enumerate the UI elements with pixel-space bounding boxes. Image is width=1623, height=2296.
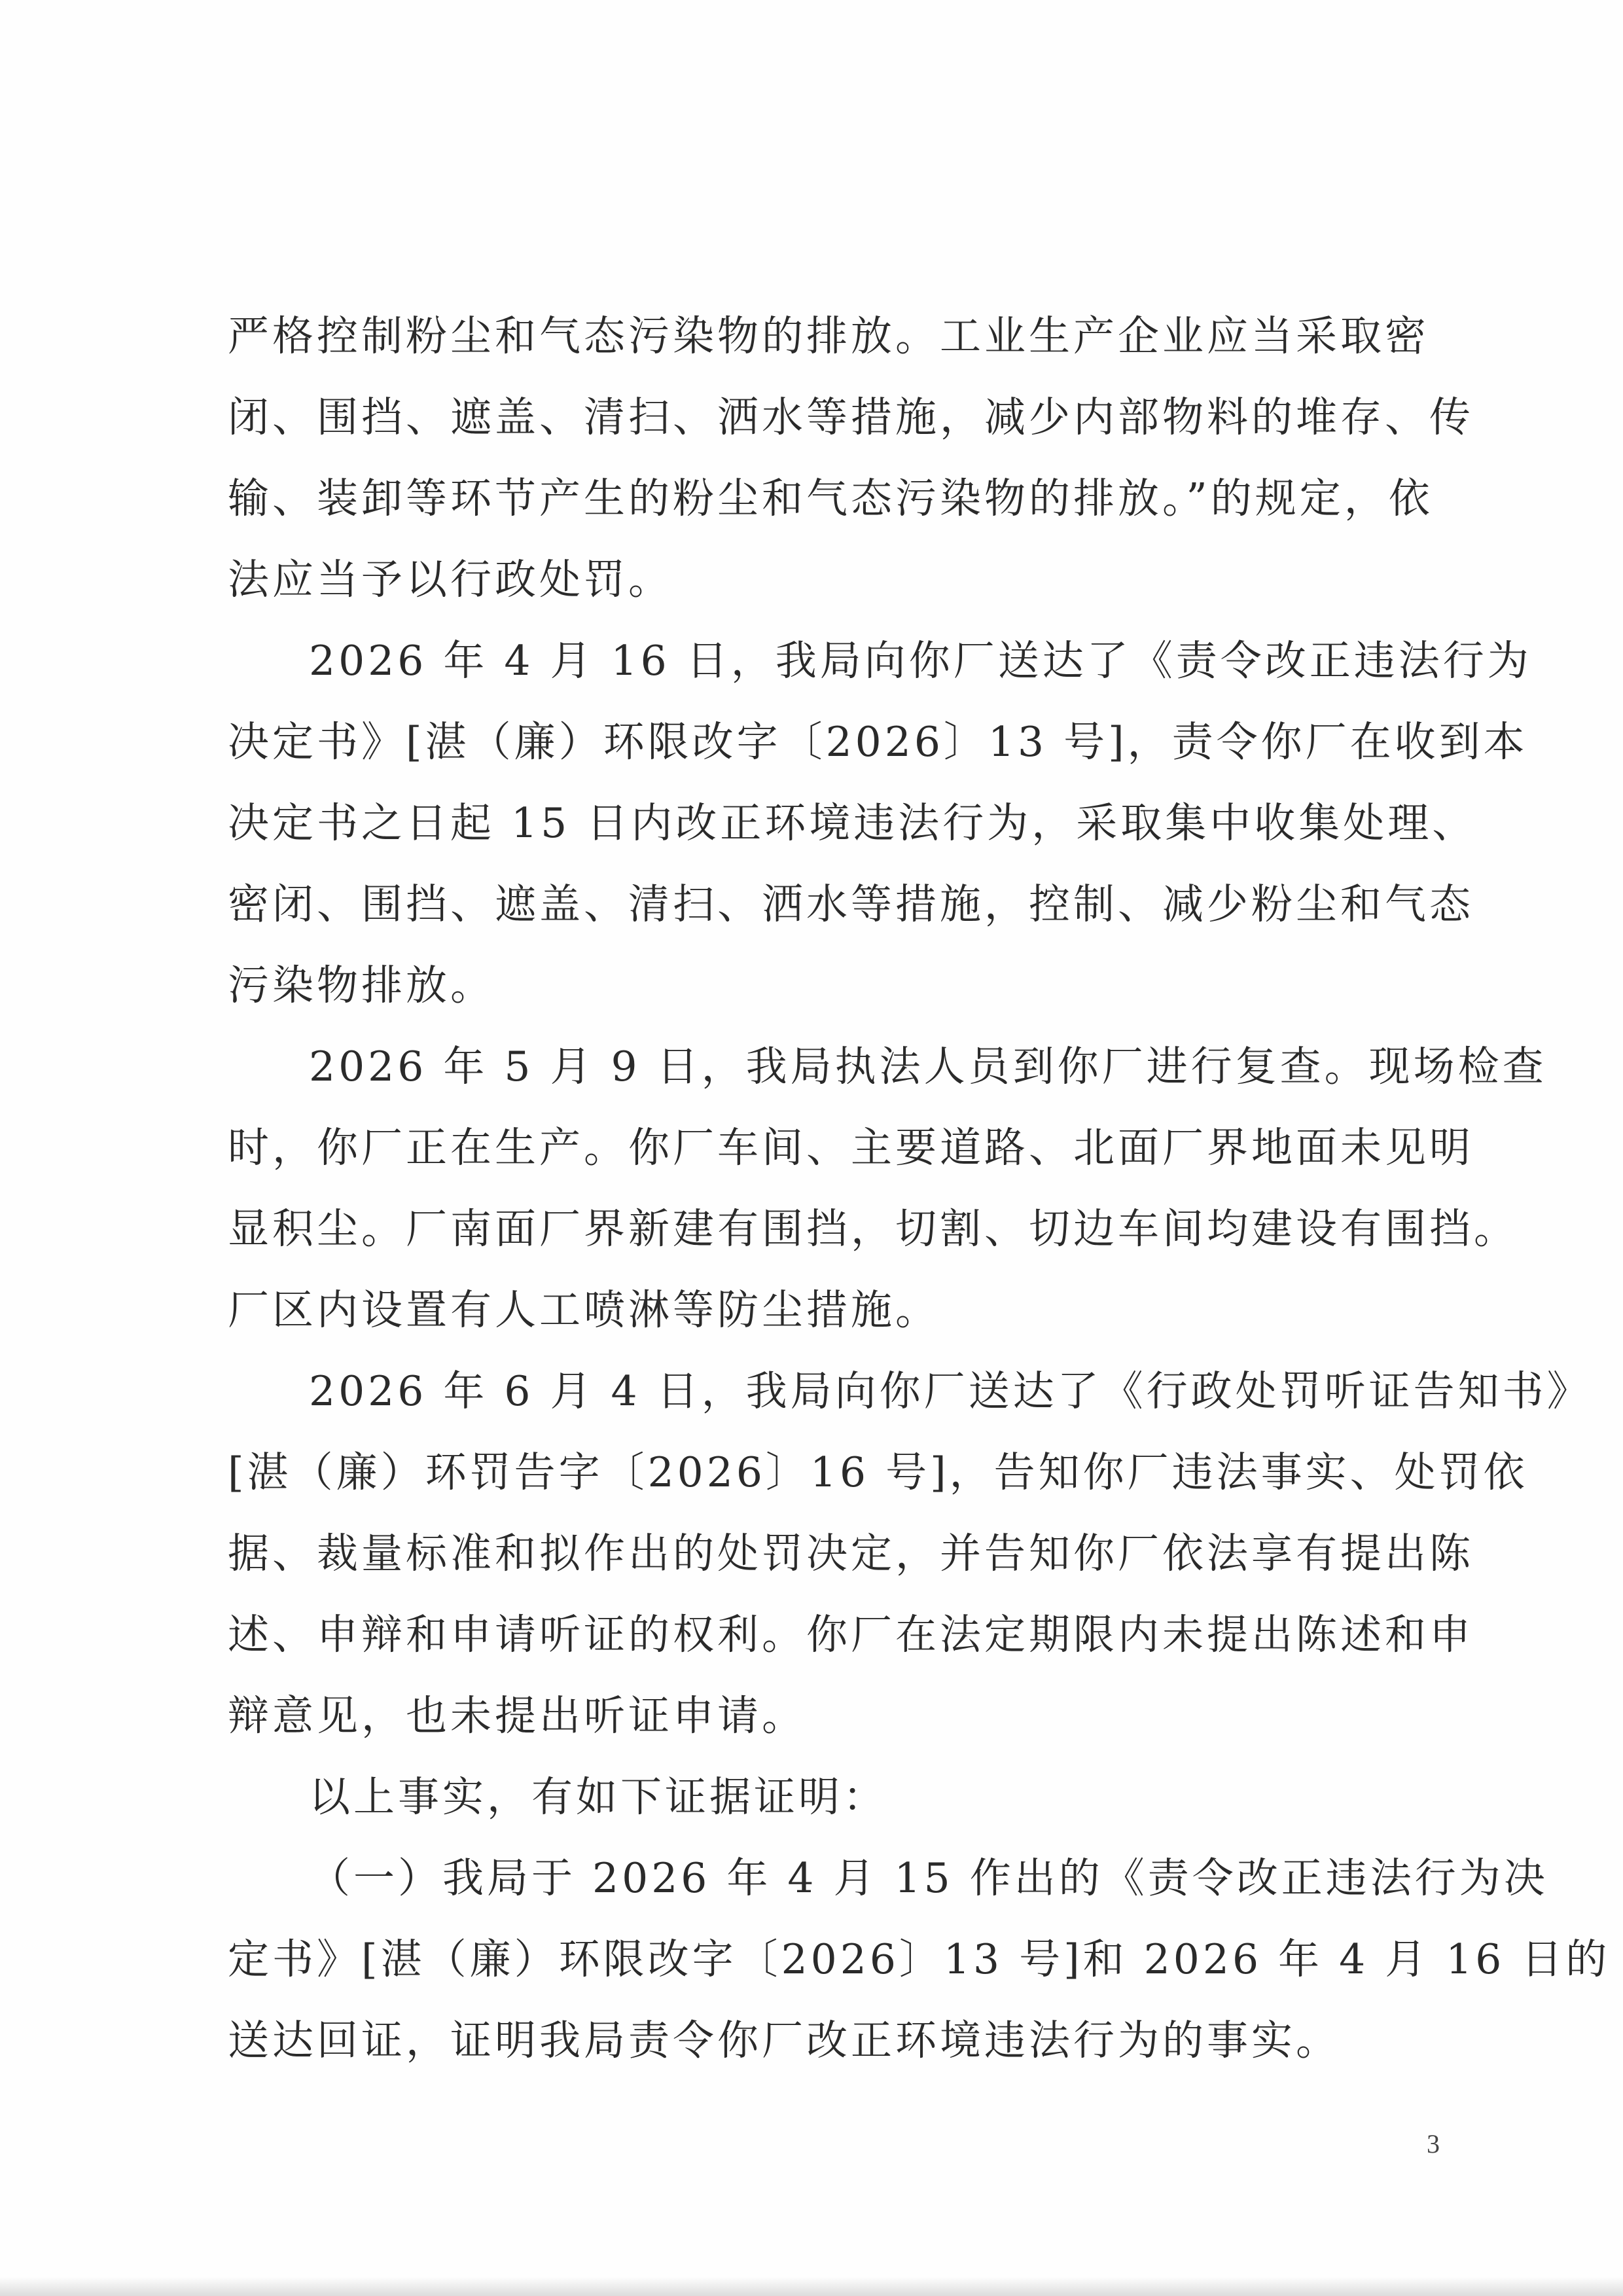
paragraph-line: 据、裁量标准和拟作出的处罚决定，并告知你厂依法享有提出陈 <box>228 1530 1474 1577</box>
paragraph-line: 2026 年 6 月 4 日，我局向你厂送达了《行政处罚听证告知书》 <box>309 1367 1592 1415</box>
paragraph-line: 污染物排放。 <box>228 961 495 1009</box>
document-body <box>228 296 1611 2081</box>
paragraph-line: 时，你厂正在生产。你厂车间、主要道路、北面厂界地面未见明 <box>228 1124 1474 1172</box>
paragraph-line: 闭、围挡、遮盖、清扫、洒水等措施，减少内部物料的堆存、传 <box>228 393 1474 441</box>
paragraph-line: 以上事实，有如下证据证明： <box>309 1773 887 1821</box>
paragraph-line: 2026 年 4 月 16 日，我局向你厂送达了《责令改正违法行为 <box>309 637 1532 685</box>
paragraph-line: 决定书》[湛（廉）环限改字〔2026〕13 号]，责令你厂在收到本 <box>228 718 1528 766</box>
scan-edge-shadow <box>0 2276 1623 2296</box>
paragraph-line: 严格控制粉尘和气态污染物的排放。工业生产企业应当采取密 <box>228 312 1429 360</box>
paragraph-line: 密闭、围挡、遮盖、清扫、洒水等措施，控制、减少粉尘和气态 <box>228 880 1474 928</box>
paragraph-line: 2026 年 5 月 9 日，我局执法人员到你厂进行复查。现场检查 <box>309 1043 1547 1090</box>
paragraph-line: 输、装卸等环节产生的粉尘和气态污染物的排放。”的规定，依 <box>228 475 1433 522</box>
page-number: 3 <box>1427 2129 1440 2159</box>
paragraph-line: 显积尘。厂南面厂界新建有围挡，切割、切边车间均建设有围挡。 <box>228 1205 1518 1253</box>
paragraph-line: 厂区内设置有人工喷淋等防尘措施。 <box>228 1286 940 1334</box>
paragraph-line: （一）我局于 2026 年 4 月 15 作出的《责令改正违法行为决 <box>309 1854 1548 1902</box>
paragraph-line: 法应当予以行政处罚。 <box>228 556 673 603</box>
paragraph-line: [湛（廉）环罚告字〔2026〕16 号]，告知你厂违法事实、处罚依 <box>228 1448 1528 1496</box>
paragraph-line: 送达回证，证明我局责令你厂改正环境违法行为的事实。 <box>228 2017 1340 2064</box>
paragraph-line: 述、申辩和申请听证的权利。你厂在法定期限内未提出陈述和申 <box>228 1611 1474 1659</box>
paragraph-line: 决定书之日起 15 日内改正环境违法行为，采取集中收集处理、 <box>228 799 1477 847</box>
paragraph-line: 定书》[湛（廉）环限改字〔2026〕13 号]和 2026 年 4 月 16 日的 <box>228 1935 1611 1983</box>
paragraph-line: 辩意见，也未提出听证申请。 <box>228 1692 806 1740</box>
